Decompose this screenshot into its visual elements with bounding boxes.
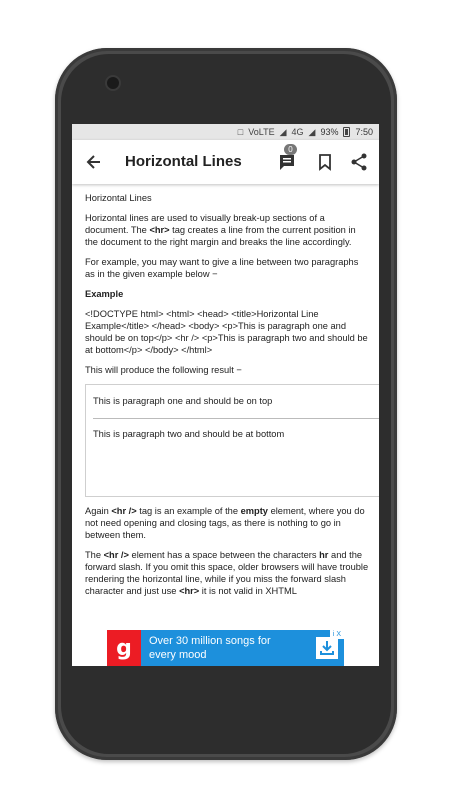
front-camera	[107, 77, 119, 89]
status-bar	[72, 124, 379, 140]
ad-choices-icon[interactable]: i X	[330, 630, 344, 639]
ad-banner[interactable]	[107, 630, 344, 666]
result-output-box	[85, 384, 379, 497]
signal-icon-2: ◢	[308, 126, 316, 137]
share-icon[interactable]	[349, 152, 369, 172]
space-text-1: The	[85, 550, 104, 560]
result-paragraph-one: This is paragraph one and should be on top	[93, 396, 273, 406]
clock: 7:50	[355, 127, 373, 137]
space-text-4: it is not valid in XHTML	[199, 586, 297, 596]
phone-screen	[72, 124, 379, 666]
again-text-3: element, where you do not need opening and closing tags, as there is nothing to go in between them.	[85, 506, 365, 540]
volte-label: VoLTE	[248, 127, 275, 137]
space-tag-2: <hr>	[179, 586, 200, 596]
battery-icon	[343, 127, 350, 137]
page-title: Horizontal Lines	[125, 153, 242, 170]
result-paragraph-two: This is paragraph two and should be at bottom	[93, 429, 285, 439]
empty-element-paragraph	[85, 505, 369, 541]
ad-text: Over 30 million songs for every mood	[149, 635, 271, 661]
empty-keyword: empty	[240, 506, 268, 516]
space-paragraph	[85, 549, 369, 597]
notes-icon	[277, 152, 297, 172]
bookmark-icon[interactable]	[315, 152, 335, 172]
result-horizontal-line	[93, 418, 379, 419]
hr-keyword: hr	[319, 550, 329, 560]
signal-icon: ◢	[279, 126, 287, 137]
intro-paragraph	[85, 212, 369, 248]
again-text-2: tag is an example of the	[136, 506, 241, 516]
result-intro: This will produce the following result −	[85, 365, 242, 375]
gaana-logo: g	[107, 630, 141, 666]
download-icon[interactable]	[316, 637, 338, 659]
space-tag: <hr />	[103, 550, 129, 560]
example-intro: For example, you may want to give a line between two paragraphs as in the given example below −	[85, 257, 359, 279]
vibrate-icon: □	[237, 127, 244, 137]
intro-text-1: Horizontal lines are used to visually break-up sections of a document. The	[85, 213, 325, 235]
battery-percent: 93%	[320, 127, 339, 137]
space-text-2: element has a space between the characters	[128, 550, 320, 560]
article-content	[72, 184, 379, 630]
hr-tag-text: <hr>	[149, 225, 170, 235]
intro-text-2: tag creates a line from the current position in the document to the right margin and breaks the line accordingly.	[85, 225, 356, 247]
again-text-1: Again	[85, 506, 112, 516]
code-example: <!DOCTYPE html> <html> <head> <title>Horizontal Line Example</title> </head> <body> <p>This is paragraph one and should be on top</p> <hr /> <p>This is paragraph two and should be at bottom</p> </body> </html>	[85, 309, 368, 355]
space-text-3: and the forward slash. If you omit this space, older browsers will have trouble rendering the horizontal line, while if you miss the forward slash character and just use	[85, 550, 369, 596]
notes-count-badge: 0	[284, 144, 297, 155]
network-type-label: 4G	[291, 127, 304, 137]
again-tag: <hr />	[111, 506, 137, 516]
article-heading: Horizontal Lines	[85, 193, 152, 203]
notes-button[interactable]	[277, 145, 297, 172]
app-bar	[72, 140, 379, 184]
back-arrow-icon[interactable]	[84, 152, 104, 172]
example-heading: Example	[85, 289, 124, 299]
